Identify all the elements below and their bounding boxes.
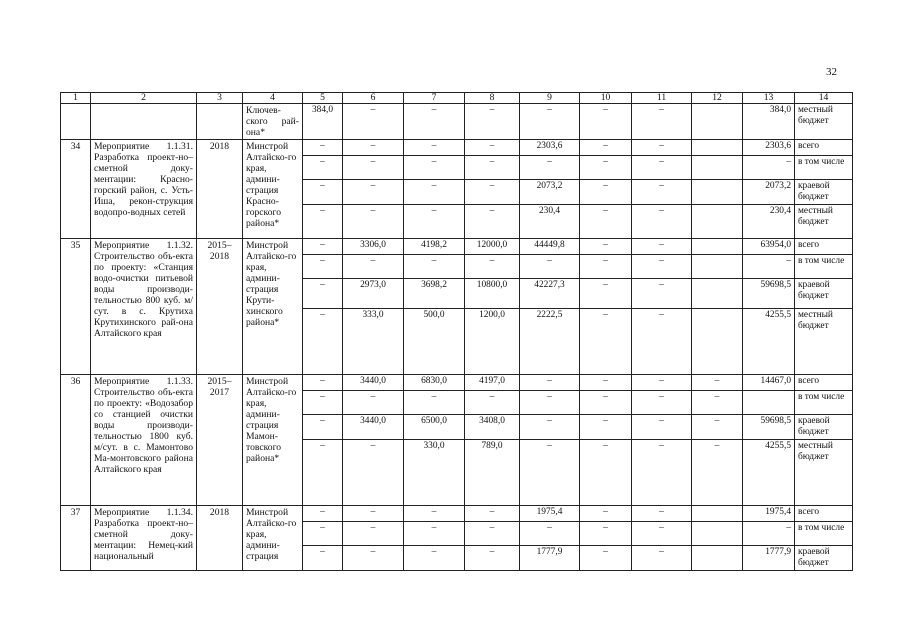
value-cell	[692, 205, 743, 239]
value-cell: 2222,5	[520, 309, 580, 375]
value-cell: 6500,0	[404, 415, 465, 440]
value-cell: –	[632, 440, 692, 506]
years-cell	[197, 104, 243, 140]
value-cell: 1975,4	[743, 506, 795, 522]
row-number-cell: 36	[61, 375, 91, 506]
value-cell: –	[520, 440, 580, 506]
value-cell: –	[465, 546, 520, 571]
value-cell: –	[404, 104, 465, 140]
source-cell: краевой бюджет	[795, 279, 853, 309]
value-cell: –	[303, 415, 343, 440]
value-cell: –	[580, 180, 632, 205]
value-cell: 3408,0	[465, 415, 520, 440]
value-cell: –	[303, 239, 343, 255]
value-cell: 59698,5	[743, 415, 795, 440]
value-cell	[692, 279, 743, 309]
value-cell: –	[520, 104, 580, 140]
value-cell: –	[404, 255, 465, 279]
value-cell: –	[692, 415, 743, 440]
value-cell: –	[303, 279, 343, 309]
value-cell: –	[303, 506, 343, 522]
value-cell: –	[404, 522, 465, 546]
value-cell: 3440,0	[343, 415, 404, 440]
table-row	[61, 375, 853, 391]
header-cell: 1	[61, 93, 91, 104]
header-cell: 12	[692, 93, 743, 104]
value-cell: –	[404, 140, 465, 156]
value-cell: –	[580, 239, 632, 255]
measure-name-cell: Мероприятие 1.1.34. Разработка проект-но–сметной доку-ментации: Немец-кий национальный	[91, 506, 197, 571]
value-cell: –	[580, 156, 632, 180]
value-cell: –	[520, 255, 580, 279]
value-cell: –	[404, 506, 465, 522]
value-cell: 4255,5	[743, 440, 795, 506]
value-cell: –	[404, 391, 465, 415]
page-number: 32	[826, 66, 837, 78]
source-cell: всего	[795, 140, 853, 156]
source-cell: в том числе	[795, 255, 853, 279]
header-cell: 5	[303, 93, 343, 104]
program-table	[60, 92, 853, 571]
value-cell: –	[580, 546, 632, 571]
source-cell: местный бюджет	[795, 309, 853, 375]
value-cell: –	[303, 522, 343, 546]
value-cell	[692, 255, 743, 279]
value-cell: –	[580, 440, 632, 506]
value-cell: 2073,2	[743, 180, 795, 205]
value-cell: –	[404, 546, 465, 571]
value-cell	[692, 309, 743, 375]
value-cell: 10800,0	[465, 279, 520, 309]
value-cell	[692, 140, 743, 156]
value-cell: 384,0	[743, 104, 795, 140]
value-cell: –	[303, 391, 343, 415]
header-cell: 13	[743, 93, 795, 104]
value-cell: –	[343, 140, 404, 156]
value-cell	[692, 156, 743, 180]
value-cell: –	[632, 391, 692, 415]
table-row	[61, 140, 853, 156]
value-cell: 4255,5	[743, 309, 795, 375]
value-cell: –	[343, 156, 404, 180]
header-cell: 10	[580, 93, 632, 104]
value-cell: –	[303, 546, 343, 571]
value-cell: 789,0	[465, 440, 520, 506]
value-cell: 4198,2	[404, 239, 465, 255]
value-cell: 6830,0	[404, 375, 465, 391]
executor-cell: Минстрой Алтайско-го края, админи-страция Красно-горского района*	[243, 140, 303, 239]
value-cell: 3698,2	[404, 279, 465, 309]
value-cell: 2973,0	[343, 279, 404, 309]
value-cell: –	[632, 180, 692, 205]
value-cell: 1777,9	[743, 546, 795, 571]
value-cell: –	[465, 205, 520, 239]
value-cell: –	[520, 522, 580, 546]
value-cell: –	[520, 415, 580, 440]
value-cell: –	[580, 506, 632, 522]
value-cell: –	[632, 156, 692, 180]
value-cell: –	[520, 375, 580, 391]
value-cell: –	[632, 239, 692, 255]
executor-cell: Минстрой Алтайско-го края, админи-страция Крути-хинского района*	[243, 239, 303, 375]
value-cell: –	[692, 375, 743, 391]
value-cell: –	[743, 255, 795, 279]
header-cell: 3	[197, 93, 243, 104]
row-number-cell	[61, 104, 91, 140]
value-cell	[692, 180, 743, 205]
header-cell: 7	[404, 93, 465, 104]
value-cell: –	[343, 180, 404, 205]
value-cell: –	[692, 391, 743, 415]
value-cell: 63954,0	[743, 239, 795, 255]
header-cell: 11	[632, 93, 692, 104]
value-cell: –	[632, 522, 692, 546]
value-cell	[692, 506, 743, 522]
value-cell: –	[632, 506, 692, 522]
value-cell: –	[465, 104, 520, 140]
header-row	[61, 93, 853, 104]
value-cell: –	[580, 140, 632, 156]
value-cell: –	[343, 506, 404, 522]
value-cell: –	[632, 415, 692, 440]
value-cell: –	[404, 205, 465, 239]
source-cell: всего	[795, 375, 853, 391]
value-cell: 230,4	[520, 205, 580, 239]
value-cell: 3306,0	[343, 239, 404, 255]
value-cell: –	[343, 104, 404, 140]
value-cell: 330,0	[404, 440, 465, 506]
value-cell: –	[580, 522, 632, 546]
value-cell: 333,0	[343, 309, 404, 375]
value-cell: –	[303, 440, 343, 506]
executor-cell: Минстрой Алтайско-го края, админи-страция	[243, 506, 303, 571]
value-cell: –	[632, 140, 692, 156]
value-cell: 1200,0	[465, 309, 520, 375]
value-cell: –	[632, 205, 692, 239]
measure-name-cell	[91, 104, 197, 140]
value-cell: –	[692, 440, 743, 506]
value-cell: 500,0	[404, 309, 465, 375]
header-cell: 2	[91, 93, 197, 104]
header-cell: 9	[520, 93, 580, 104]
value-cell: –	[632, 279, 692, 309]
table-body	[61, 93, 853, 571]
value-cell: –	[520, 391, 580, 415]
value-cell: –	[404, 156, 465, 180]
value-cell: 2303,6	[743, 140, 795, 156]
value-cell: –	[303, 140, 343, 156]
value-cell: 1777,9	[520, 546, 580, 571]
value-cell: 2073,2	[520, 180, 580, 205]
value-cell: –	[465, 255, 520, 279]
value-cell: –	[743, 156, 795, 180]
value-cell: 1975,4	[520, 506, 580, 522]
source-cell: местный бюджет	[795, 104, 853, 140]
value-cell	[692, 239, 743, 255]
value-cell: –	[632, 255, 692, 279]
value-cell: 59698,5	[743, 279, 795, 309]
years-cell: 2018	[197, 140, 243, 239]
row-number-cell: 34	[61, 140, 91, 239]
header-cell: 14	[795, 93, 853, 104]
measure-name-cell: Мероприятие 1.1.31. Разработка проект-но–сметной доку-ментации: Красно-горский район, с. Усть-Иша, рекон-струкция водопро-водных сетей	[91, 140, 197, 239]
header-cell: 6	[343, 93, 404, 104]
source-cell: местный бюджет	[795, 440, 853, 506]
value-cell: –	[303, 255, 343, 279]
value-cell: –	[343, 440, 404, 506]
source-cell: в том числе	[795, 156, 853, 180]
value-cell: –	[580, 375, 632, 391]
value-cell: –	[632, 309, 692, 375]
value-cell: –	[303, 205, 343, 239]
value-cell: –	[580, 255, 632, 279]
value-cell: 12000,0	[465, 239, 520, 255]
source-cell: в том числе	[795, 391, 853, 415]
table-row	[61, 239, 853, 255]
value-cell: –	[632, 375, 692, 391]
value-cell: –	[465, 522, 520, 546]
value-cell	[692, 104, 743, 140]
source-cell: в том числе	[795, 522, 853, 546]
source-cell: всего	[795, 506, 853, 522]
value-cell: –	[632, 104, 692, 140]
row-number-cell: 35	[61, 239, 91, 375]
value-cell: –	[580, 205, 632, 239]
header-cell: 4	[243, 93, 303, 104]
executor-cell: Минстрой Алтайско-го края, админи-страция Мамон-товского района*	[243, 375, 303, 506]
value-cell: –	[343, 205, 404, 239]
value-cell: –	[303, 309, 343, 375]
years-cell: 2015–2017	[197, 375, 243, 506]
value-cell: –	[343, 546, 404, 571]
value-cell: –	[465, 391, 520, 415]
value-cell: –	[465, 140, 520, 156]
value-cell: 230,4	[743, 205, 795, 239]
value-cell: –	[580, 391, 632, 415]
source-cell: краевой бюджет	[795, 180, 853, 205]
header-cell: 8	[465, 93, 520, 104]
value-cell: 3440,0	[343, 375, 404, 391]
value-cell: –	[343, 255, 404, 279]
value-cell: –	[303, 375, 343, 391]
value-cell: –	[465, 180, 520, 205]
value-cell: –	[343, 391, 404, 415]
value-cell: 2303,6	[520, 140, 580, 156]
value-cell: 42227,3	[520, 279, 580, 309]
years-cell: 2018	[197, 506, 243, 571]
value-cell: –	[303, 180, 343, 205]
value-cell: –	[465, 506, 520, 522]
value-cell	[692, 522, 743, 546]
value-cell: –	[632, 546, 692, 571]
row-number-cell: 37	[61, 506, 91, 571]
source-cell: краевой бюджет	[795, 415, 853, 440]
value-cell	[743, 391, 795, 415]
value-cell: –	[343, 522, 404, 546]
value-cell: 44449,8	[520, 239, 580, 255]
value-cell: –	[465, 156, 520, 180]
value-cell: –	[580, 309, 632, 375]
years-cell: 2015–2018	[197, 239, 243, 375]
measure-name-cell: Мероприятие 1.1.32. Строительство объ-екта по проекту: «Станция водо-очистки питьевой воды производи-тельностью 800 куб. м/сут. в с. Крутиха Крутихинского рай-она Алтайского края	[91, 239, 197, 375]
value-cell: 384,0	[303, 104, 343, 140]
source-cell: краевой бюджет	[795, 546, 853, 571]
value-cell: –	[580, 104, 632, 140]
value-cell: –	[743, 522, 795, 546]
table-row	[61, 104, 853, 140]
executor-cell: Ключев-ского рай-она*	[243, 104, 303, 140]
value-cell: 14467,0	[743, 375, 795, 391]
table-row	[61, 506, 853, 522]
measure-name-cell: Мероприятие 1.1.33. Строительство объ-екта по проекту: «Водозабор со станцией очистки воды производи-тельностью 1800 куб. м/сут. в с. Мамонтово Ма-монтовского района Алтайского края	[91, 375, 197, 506]
value-cell: –	[520, 156, 580, 180]
source-cell: всего	[795, 239, 853, 255]
value-cell: –	[580, 415, 632, 440]
value-cell: 4197,0	[465, 375, 520, 391]
value-cell	[692, 546, 743, 571]
value-cell: –	[580, 279, 632, 309]
source-cell: местный бюджет	[795, 205, 853, 239]
value-cell: –	[303, 156, 343, 180]
value-cell: –	[404, 180, 465, 205]
